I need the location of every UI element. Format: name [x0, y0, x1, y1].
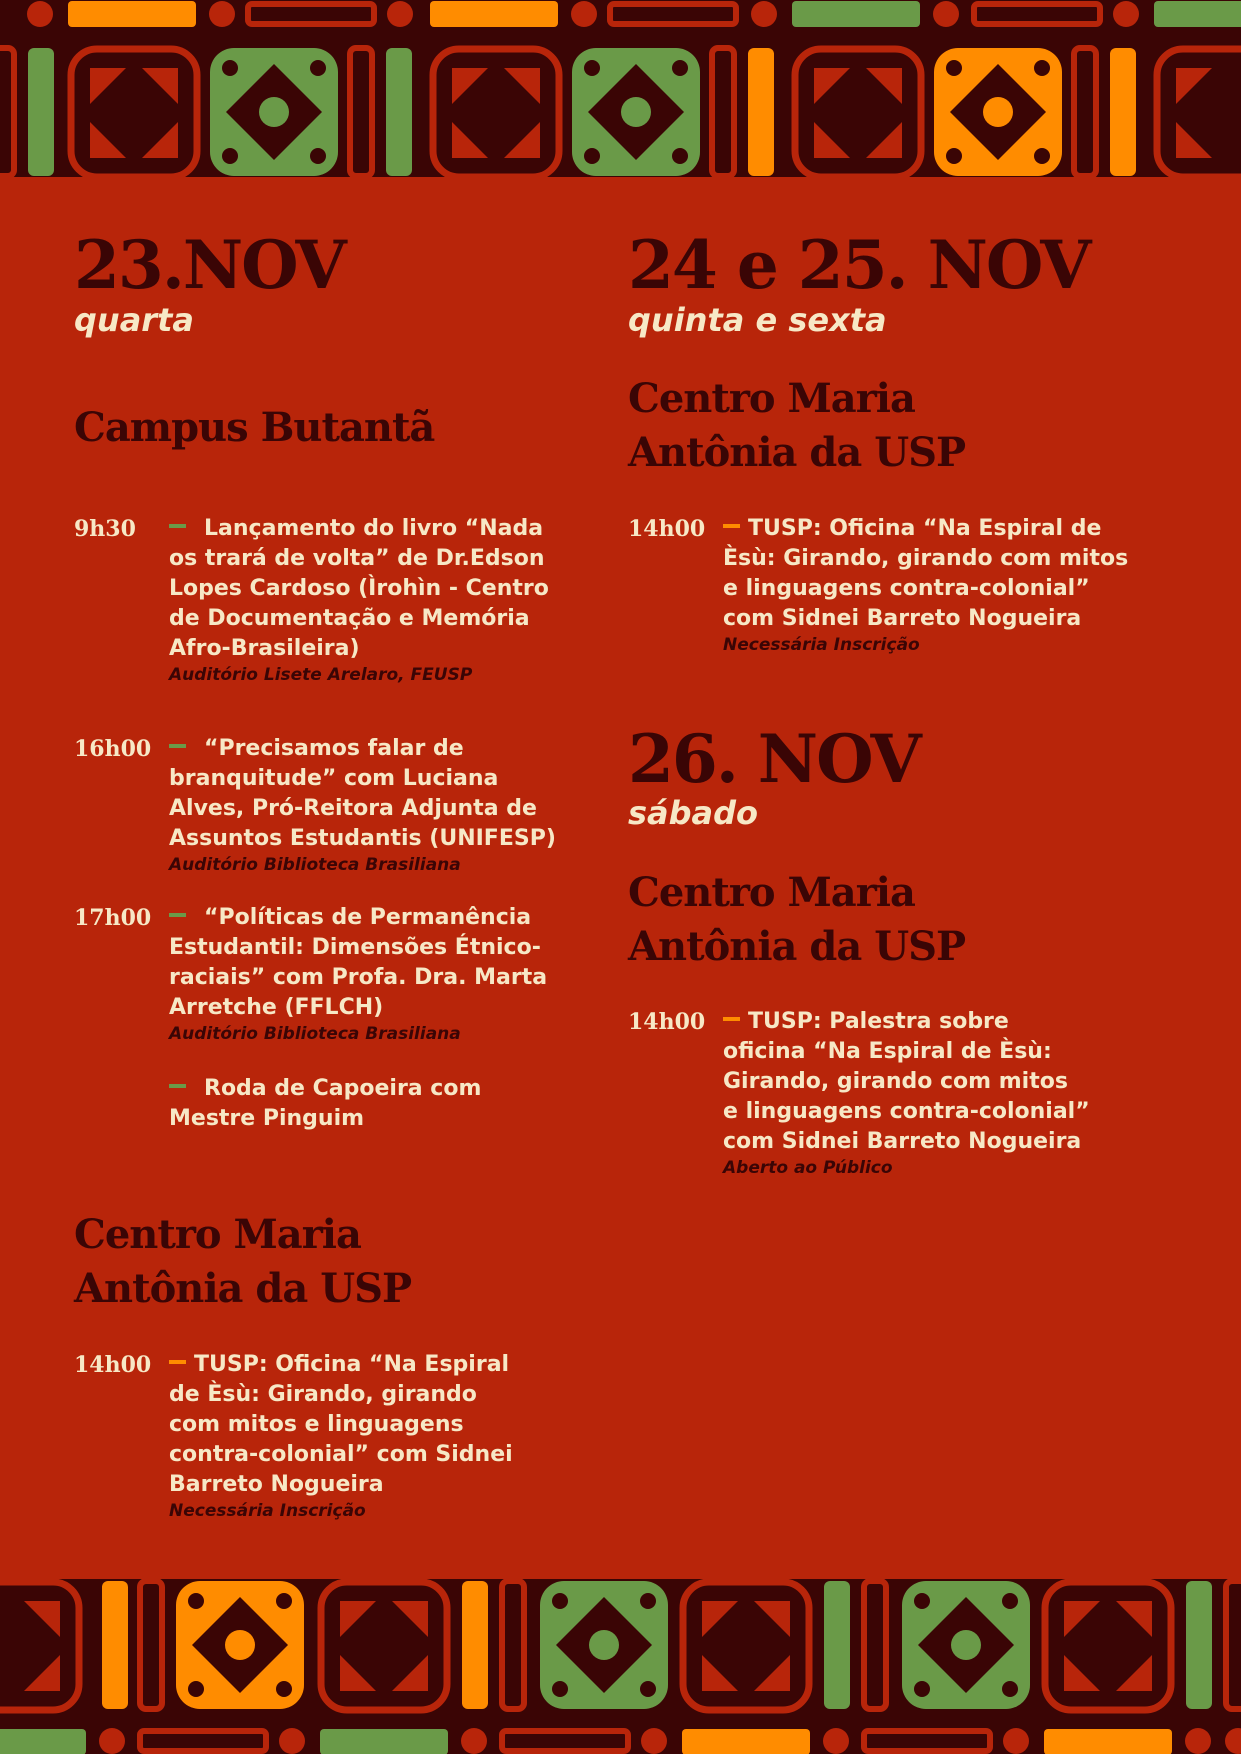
event-note: Necessária Inscrição [169, 1501, 366, 1521]
dash-icon [169, 524, 186, 528]
top-pattern-band [0, 0, 1241, 177]
event-title-line: Èsù: Girando, girando com mitos [723, 546, 1129, 571]
event-title: “Políticas de Permanência [169, 903, 547, 933]
event-note: Aberto ao Público [723, 1158, 893, 1178]
pattern-border-icon [0, 0, 1241, 177]
event-time: 14h00 [628, 1009, 706, 1035]
venue-line: Antônia da USP [628, 923, 966, 970]
event-location: Auditório Lisete Arelaro, FEUSP [169, 665, 473, 685]
weekday-label: sábado [628, 794, 759, 832]
dash-icon [723, 1017, 740, 1021]
dash-icon [169, 1084, 186, 1088]
event-title: TUSP: Oficina “Na Espiral [169, 1350, 513, 1380]
event-title-line: Alves, Pró-Reitora Adjunta de [169, 796, 537, 821]
event-title-line: com Sidnei Barreto Nogueira [723, 606, 1082, 631]
event-title-line: de Documentação e Memória [169, 606, 530, 631]
event-title-line: com Sidnei Barreto Nogueira [723, 1129, 1082, 1154]
date-heading: 24 e 25. NOV [628, 226, 1090, 304]
weekday-label: quinta e sexta [628, 301, 887, 339]
dash-icon [169, 744, 186, 748]
bottom-pattern-band [0, 1579, 1241, 1754]
venue-line: Centro Maria [628, 375, 915, 422]
event-title-line: e linguagens contra-colonial” [723, 576, 1090, 601]
weekday-label: quarta [74, 301, 194, 339]
event-title-line: contra-colonial” com Sidnei [169, 1442, 513, 1467]
event-time: 14h00 [628, 516, 706, 542]
date-heading: 23.NOV [74, 226, 345, 304]
event-time: 14h00 [74, 1352, 152, 1378]
venue-heading [628, 372, 965, 480]
event-title-line: Arretche (FFLCH) [169, 995, 384, 1020]
event-title: Roda de Capoeira com [169, 1074, 481, 1104]
event-title-line: Lopes Cardoso (Ìrohìn - Centro [169, 576, 549, 601]
date-heading: 26. NOV [628, 720, 920, 798]
event-location: Auditório Biblioteca Brasiliana [169, 1024, 461, 1044]
venue-line: Centro Maria [628, 869, 915, 916]
event-title-line: raciais” com Profa. Dra. Marta [169, 965, 548, 990]
event-title-line: oficina “Na Espiral de Èsù: [723, 1039, 1052, 1064]
dash-icon [723, 524, 740, 528]
event-title-line: branquitude” com Luciana [169, 766, 499, 791]
pattern-border-icon [0, 1579, 1241, 1754]
venue-heading: Campus Butantã [74, 404, 435, 451]
event-title-line: os trará de volta” de Dr.Edson [169, 546, 545, 571]
event-title-line: com mitos e linguagens [169, 1412, 464, 1437]
event-title-line: Barreto Nogueira [169, 1472, 384, 1497]
event-title-line: de Èsù: Girando, girando [169, 1382, 477, 1407]
event-title-line: Assuntos Estudantis (UNIFESP) [169, 826, 556, 851]
event-title: Lançamento do livro “Nada [169, 514, 549, 544]
venue-line: Centro Maria [74, 1211, 361, 1258]
dash-icon [169, 1360, 186, 1364]
venue-line: Antônia da USP [628, 429, 966, 476]
event-note: Necessária Inscrição [723, 635, 920, 655]
event-title-line: Mestre Pinguim [169, 1106, 365, 1131]
event-title: “Precisamos falar de [169, 734, 556, 764]
event-time: 16h00 [74, 736, 152, 762]
event-title: TUSP: Palestra sobre [723, 1007, 1090, 1037]
event-title: TUSP: Oficina “Na Espiral de [723, 514, 1128, 544]
venue-heading [628, 866, 965, 974]
event-title-line: e linguagens contra-colonial” [723, 1099, 1090, 1124]
dash-icon [169, 913, 186, 917]
event-location: Auditório Biblioteca Brasiliana [169, 855, 461, 875]
venue-line: Antônia da USP [74, 1265, 412, 1312]
venue-heading [74, 1208, 411, 1316]
event-time: 17h00 [74, 905, 152, 931]
event-time: 9h30 [74, 516, 136, 542]
event-title-line: Estudantil: Dimensões Étnico- [169, 935, 541, 960]
event-title-line: Afro-Brasileira) [169, 636, 360, 661]
event-title-line: Girando, girando com mitos [723, 1069, 1068, 1094]
